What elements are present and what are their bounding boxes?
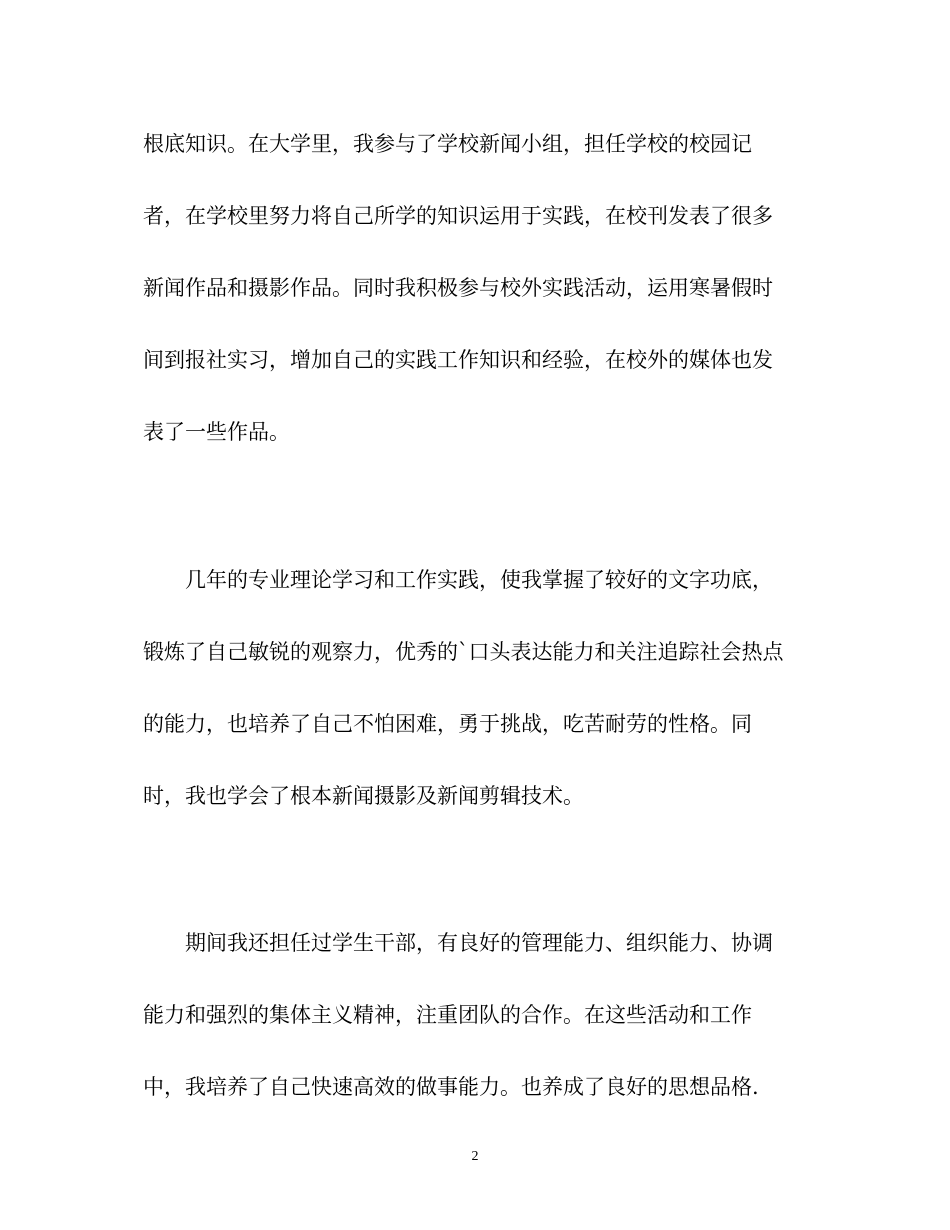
paragraph-2-line-3: 的能力，也培养了自己不怕困难，勇于挑战，吃苦耐劳的性格。同 — [143, 712, 752, 736]
paragraph-3-line-2: 能力和强烈的集体主义精神，注重团队的合作。在这些活动和工作 — [143, 1003, 752, 1027]
paragraph-1-line-5: 表了一些作品。 — [143, 420, 290, 444]
paragraph-3-line-1: 期间我还担任过学生干部，有良好的管理能力、组织能力、协调 — [185, 931, 773, 955]
paragraph-1-line-3: 新闻作品和摄影作品。同时我积极参与校外实践活动，运用寒暑假时 — [143, 276, 773, 300]
paragraph-1-line-2: 者，在学校里努力将自己所学的知识运用于实践，在校刊发表了很多 — [143, 204, 773, 228]
paragraph-1-line-4: 间到报社实习，增加自己的实践工作知识和经验，在校外的媒体也发 — [143, 348, 773, 372]
paragraph-3-line-3: 中，我培养了自己快速高效的做事能力。也养成了良好的思想品格. — [143, 1075, 759, 1099]
paragraph-2-line-2: 锻炼了自己敏锐的观察力，优秀的`口头表达能力和关注追踪社会热点 — [143, 640, 784, 664]
paragraph-1-line-1: 根底知识。在大学里，我参与了学校新闻小组，担任学校的校园记 — [143, 132, 752, 156]
paragraph-2-line-1: 几年的专业理论学习和工作实践，使我掌握了较好的文字功底， — [185, 568, 773, 592]
page-number: 2 — [471, 1149, 479, 1164]
paragraph-2-line-4: 时，我也学会了根本新闻摄影及新闻剪辑技术。 — [143, 784, 584, 808]
